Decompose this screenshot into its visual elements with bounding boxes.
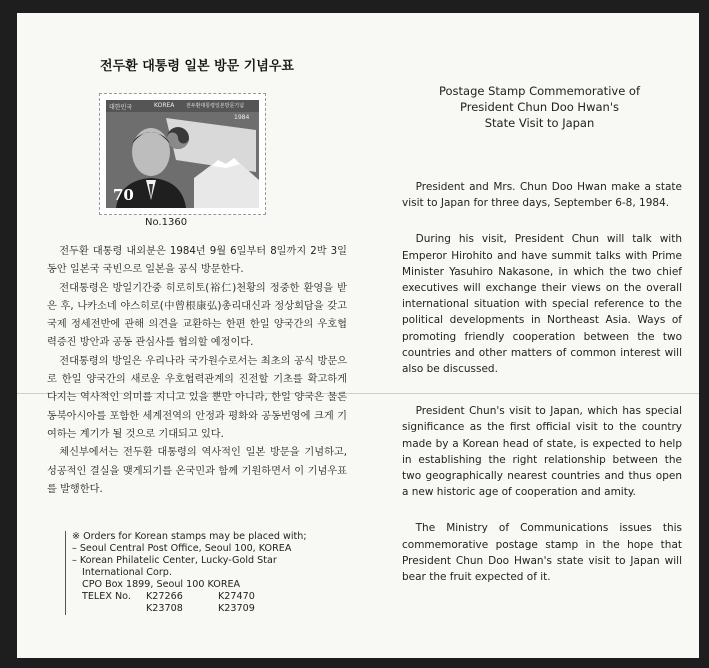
telex-numbers xyxy=(72,591,340,615)
korean-paragraph: 전대통령은 방일기간중 히로히토(裕仁)천황의 정중한 환영을 받은 후, 나카소네 야스히로(中曾根康弘)총리대신과 정상회담을 갖고 국제 정세전반에 관해 의견을 교환하는 한편 한일 양국간의 우호협력증진 방안과 공동 관심사를 협의할 예정이다. xyxy=(47,282,347,349)
english-title xyxy=(402,83,677,131)
english-title-line: State Visit to Japan xyxy=(484,116,595,130)
english-body xyxy=(402,179,682,605)
stamp-caption: No.1360 xyxy=(145,217,188,228)
korean-paragraph: 전두환 대통령 내외분은 1984년 9월 6일부터 8일까지 2박 3일동안 일본국 국빈으로 일본을 공식 방문한다. xyxy=(47,246,347,276)
stamp-country: 대한민국 xyxy=(109,104,133,111)
telex-number: K27266 xyxy=(146,591,183,602)
telex-label: TELEX No. xyxy=(82,591,131,602)
telex-number: K23708 xyxy=(146,603,183,614)
orders-line: – Korean Philatelic Center, Lucky-Gold Star xyxy=(72,555,277,566)
stamp-year: 1984 xyxy=(234,114,250,121)
orders-line: – Seoul Central Post Office, Seoul 100, KOREA xyxy=(72,543,292,554)
english-paragraph: President and Mrs. Chun Doo Hwan make a state visit to Japan for three days, September 6-8, 1984. xyxy=(402,181,682,210)
english-paragraph: The Ministry of Communications issues this commemorative postage stamp in the hope that President Chun Doo Hwan's state visit to Japan will bear the fruit expected of it. xyxy=(402,522,682,584)
korean-paragraph: 체신부에서는 전두환 대통령의 역사적인 일본 방문을 기념하고, 성공적인 결실을 맺게되기를 온국민과 함께 기원하면서 이 기념우표를 발행한다. xyxy=(47,447,347,495)
english-paragraph: President Chun's visit to Japan, which has special significance as the first official visit to the country made by a Korean head of state, is expected to help in establishing the right relationship between the two geographically nearest countries and thus open a new historic age of cooperation and amity. xyxy=(402,405,682,499)
english-paragraph: During his visit, President Chun will talk with Emperor Hirohito and have summit talks with Prime Minister Yasuhiro Nakasone, in which the two chief executives will exchange their views on the overall international situation with special reference to the political developments in Northeast Asia. Ways of promoting friendly cooperation between the two countries and other matters of common interest will also be discussed. xyxy=(402,233,682,376)
telex-spacer xyxy=(82,603,146,615)
orders-box xyxy=(65,531,340,615)
korean-body xyxy=(47,243,347,499)
orders-heading: ※ Orders for Korean stamps may be placed with; xyxy=(72,531,307,542)
orders-line: International Corp. xyxy=(82,567,172,578)
korean-paragraph: 전대통령의 방일은 우리나라 국가원수로서는 최초의 공식 방문으로 한일 양국간의 새로운 우호협력관계의 진전할 기초를 확고하게 다지는 역사적인 의미를 지니고 있을 뿐만 아니라, 한일 양국은 물론 동북아시아를 포함한 세계전역의 안정과 평화와 공동번영에 크게 기여하는 계기가 될 것으로 기대되고 있다. xyxy=(47,355,347,440)
telex-number: K23709 xyxy=(218,603,255,614)
stamp-subject: 전두환대통령일본방문기념 xyxy=(186,103,244,109)
orders-line: CPO Box 1899, Seoul 100 KOREA xyxy=(82,579,241,590)
stamp-latin: KOREA xyxy=(154,102,175,109)
korean-title: 전두환 대통령 일본 방문 기념우표 xyxy=(100,59,294,74)
info-sheet xyxy=(17,13,699,658)
telex-number: K27470 xyxy=(218,591,255,602)
english-title-line: Postage Stamp Commemorative of xyxy=(438,84,641,98)
stamp-value: 70 xyxy=(113,186,134,204)
stamp-face xyxy=(106,100,259,208)
english-title-line: President Chun Doo Hwan's xyxy=(460,100,619,114)
stamp-image xyxy=(99,93,266,215)
